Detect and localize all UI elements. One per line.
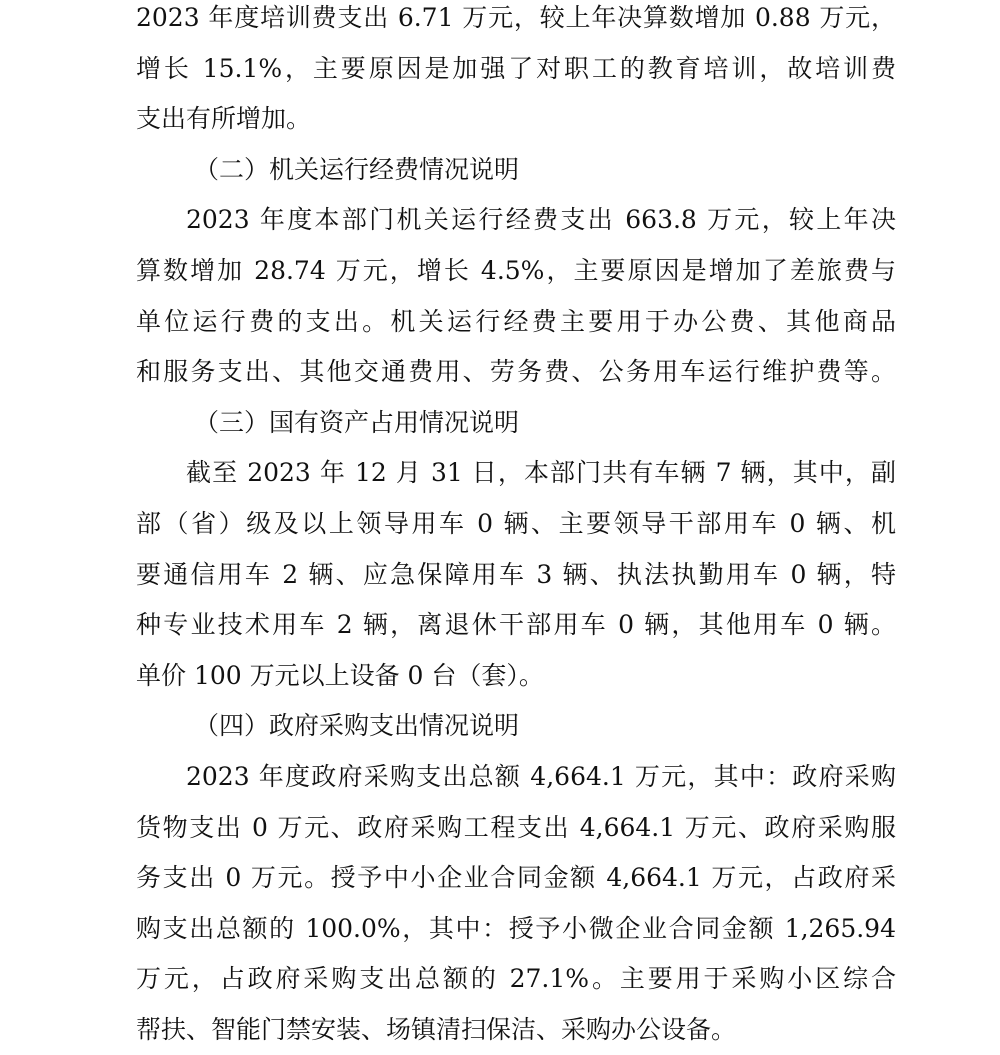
paragraph-line: 和服务支出、其他交通费用、劳务费、公务用车运行维护费等。 <box>136 357 896 387</box>
paragraph-line: 要通信用车 2 辆、应急保障用车 3 辆、执法执勤用车 0 辆，特 <box>136 559 896 589</box>
paragraph-line: 单位运行费的支出。机关运行经费主要用于办公费、其他商品 <box>136 306 896 336</box>
paragraph-line: 单价 100 万元以上设备 0 台（套）。 <box>136 660 544 690</box>
paragraph-line: 算数增加 28.74 万元，增长 4.5%，主要原因是增加了差旅费与 <box>136 255 896 285</box>
paragraph-line: 购支出总额的 100.0%，其中：授予小微企业合同金额 1,265.94 <box>136 913 896 943</box>
section-heading: （二）机关运行经费情况说明 <box>194 154 520 184</box>
paragraph-line: 帮扶、智能门禁安装、场镇清扫保洁、采购办公设备。 <box>136 1014 737 1044</box>
paragraph-line: 截至 2023 年 12 月 31 日，本部门共有车辆 7 辆，其中，副 <box>186 458 896 488</box>
paragraph-line: 万元，占政府采购支出总额的 27.1%。主要用于采购小区综合 <box>136 964 896 994</box>
document-page <box>136 0 896 1055</box>
paragraph-line: 务支出 0 万元。授予中小企业合同金额 4,664.1 万元，占政府采 <box>136 863 896 893</box>
section-heading: （四）政府采购支出情况说明 <box>194 711 520 741</box>
paragraph-line: 2023 年度本部门机关运行经费支出 663.8 万元，较上年决 <box>186 205 896 235</box>
paragraph-line: 种专业技术用车 2 辆，离退休干部用车 0 辆，其他用车 0 辆。 <box>136 610 896 640</box>
paragraph-line: 部（省）级及以上领导用车 0 辆、主要领导干部用车 0 辆、机 <box>136 508 896 538</box>
paragraph-line: 货物支出 0 万元、政府采购工程支出 4,664.1 万元、政府采购服 <box>136 812 896 842</box>
paragraph-line: 2023 年度政府采购支出总额 4,664.1 万元，其中：政府采购 <box>186 761 896 791</box>
paragraph-line: 增长 15.1%，主要原因是加强了对职工的教育培训，故培训费 <box>136 53 896 83</box>
section-heading: （三）国有资产占用情况说明 <box>194 407 520 437</box>
paragraph-line: 2023 年度培训费支出 6.71 万元，较上年决算数增加 0.88 万元， <box>136 3 896 32</box>
paragraph-line: 支出有所增加。 <box>136 104 312 134</box>
